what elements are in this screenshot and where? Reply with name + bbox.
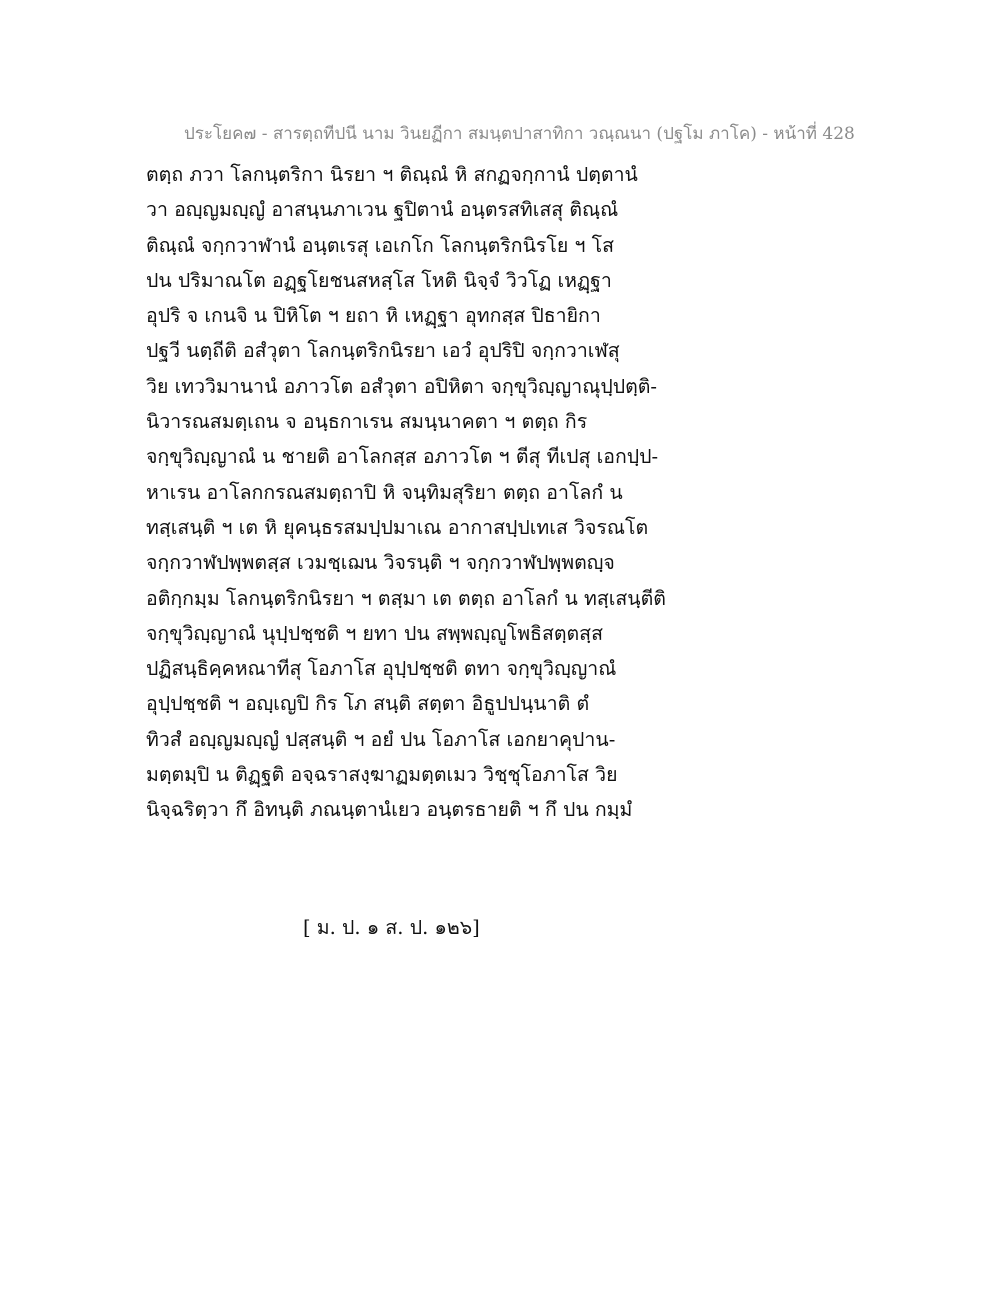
text-line: จกฺขุวิญฺญาณํ น ชายติ อาโลกสฺส อภาวโต ฯ ตีสุ ทีเปสุ เอกปฺป- xyxy=(146,445,659,469)
text-line: ทิวสํ อญฺญมญฺญํ ปสฺสนฺติ ฯ อยํ ปน โอภาโส เอกยาคุปาน- xyxy=(146,727,616,751)
text-line: ติณฺณํ จกฺกวาฬานํ อนฺตเรสุ เอเกโก โลกนฺตริกนิรโย ฯ โส xyxy=(146,233,614,257)
text-line: มตฺตมฺปิ น ติฏฺฐติ อจฺฉราสงฺฆาฏมตฺตเมว วิชฺชุโอภาโส วิย xyxy=(146,763,618,787)
text-line: อุปริ จ เกนจิ น ปิหิโต ฯ ยถา หิ เหฏฺฐา อุทกสฺส ปิธายิกา xyxy=(146,304,601,328)
text-line: ปน ปริมาณโต อฏฺฐโยชนสหสฺโส โหติ นิจฺจํ วิวโฏ เหฏฺฐา xyxy=(146,268,612,292)
text-line: ตตฺถ ภวา โลกนฺตริกา นิรยา ฯ ติณฺณํ หิ สกฏจกฺกานํ ปตฺตานํ xyxy=(146,163,638,186)
text-line: จกฺขุวิญฺญาณํ นุปฺปชฺชติ ฯ ยทา ปน สพฺพญฺญูโพธิสตฺตสฺส xyxy=(146,621,603,645)
text-line: วา อญฺญมญฺญํ อาสนฺนภาเวน ฐปิตานํ อนฺตรสทิเสสุ ติณฺณํ xyxy=(146,198,619,222)
text-line: วิย เทววิมานานํ อภาวโต อสํวุตา อปิหิตา จกฺขุวิญฺญาณุปฺปตฺติ- xyxy=(146,374,657,398)
text-line: ปฏิสนฺธิคฺคหณาทีสุ โอภาโส อุปฺปชฺชติ ตทา จกฺขุวิญฺญาณํ xyxy=(146,657,617,681)
text-line: อติกฺกมฺม โลกนฺตริกนิรยา ฯ ตสฺมา เต ตตฺถ อาโลกํ น ทสฺเสนฺตีติ xyxy=(146,586,666,610)
text-line: ทสฺเสนฺติ ฯ เต หิ ยุคนฺธรสมปฺปมาเณ อากาสปฺปเทเส วิจรณโต xyxy=(146,515,649,539)
text-line: จกฺกวาฬปพฺพตสฺส เวมชฺเฌน วิจรนฺติ ฯ จกฺกวาฬปพฺพตญฺจ xyxy=(146,551,615,575)
text-line: นิจฺฉริตฺวา กึ อิทนฺติ ภณนฺตานํเยว อนฺตรธายติ ฯ กึ ปน กมฺมํ xyxy=(146,798,633,822)
body-text xyxy=(146,157,706,828)
text-line: หาเรน อาโลกกรณสมตฺถาปิ หิ จนฺทิมสุริยา ตตฺถ อาโลกํ น xyxy=(146,480,623,504)
text-line: ปฐวี นตฺถีติ อสํวุตา โลกนฺตริกนิรยา เอวํ อุปริปิ จกฺกวาเฬสุ xyxy=(146,339,620,363)
text-line: นิวารณสมตฺเถน จ อนฺธกาเรน สมนฺนาคตา ฯ ตตฺถ กิร xyxy=(146,410,588,434)
running-header: ประโยค๗ - สารตฺถทีปนี นาม วินยฏีกา สมนฺตปาสาทิกา วณฺณนา (ปฐโม ภาโค) - หน้าที่ 428 xyxy=(184,124,855,144)
text-line: อุปฺปชฺชติ ฯ อญฺเญปิ กิร โภ สนฺติ สตฺตา อิธูปปนฺนาติ ตํ xyxy=(146,692,590,716)
footnote-reference: [ ม. ป. ๑ ส. ป. ๑๒๖] xyxy=(303,916,480,939)
